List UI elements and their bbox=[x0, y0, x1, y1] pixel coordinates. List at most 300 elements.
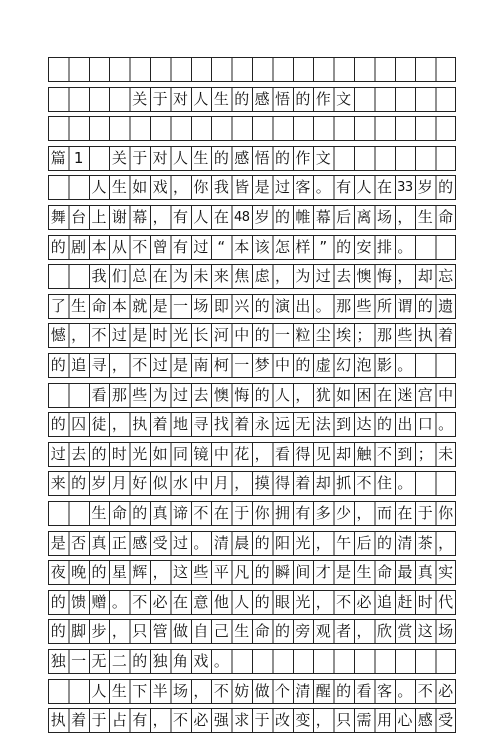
grid-row bbox=[48, 383, 456, 408]
grid-cell bbox=[68, 117, 88, 140]
grid-cell: 似 bbox=[152, 474, 168, 492]
grid-cell: 时 bbox=[111, 445, 127, 463]
grid-cell bbox=[374, 650, 394, 673]
grid-cell: 茶 bbox=[417, 534, 433, 552]
grid-cell: 。 bbox=[315, 178, 331, 196]
grid-cell: 文 bbox=[315, 149, 331, 167]
grid-cell bbox=[109, 117, 129, 140]
grid-cell bbox=[232, 117, 252, 140]
grid-cell: 不 bbox=[417, 682, 433, 700]
grid-cell: 你 bbox=[438, 504, 454, 522]
grid-cell: ， bbox=[111, 622, 127, 640]
grid-cell: 着 bbox=[71, 711, 87, 729]
grid-cell: 舞 bbox=[50, 208, 66, 226]
grid-cell: 过 bbox=[173, 386, 189, 404]
grid-cell: 脚 bbox=[71, 622, 87, 640]
grid-cell: 不 bbox=[132, 356, 148, 374]
grid-cell: ， bbox=[254, 445, 270, 463]
grid-cell: 犹 bbox=[315, 386, 331, 404]
grid-cell: 步 bbox=[91, 622, 107, 640]
grid-cell: 占 bbox=[111, 711, 127, 729]
grid-cell bbox=[395, 117, 415, 140]
grid-cell: 在 bbox=[173, 593, 189, 611]
grid-cell: 遗 bbox=[438, 297, 454, 315]
grid-cell: 中 bbox=[274, 356, 290, 374]
grid-cell: 做 bbox=[173, 622, 189, 640]
grid-cell: 赠 bbox=[91, 593, 107, 611]
grid-cell: 醒 bbox=[315, 682, 331, 700]
grid-cell: 半 bbox=[152, 682, 168, 700]
grid-cell: 才 bbox=[315, 563, 331, 581]
grid-cell: 客 bbox=[295, 178, 311, 196]
grid-cell: 如 bbox=[152, 445, 168, 463]
grid-cell bbox=[354, 147, 374, 170]
grid-cell: 的 bbox=[132, 652, 148, 670]
grid-cell: 关 bbox=[111, 149, 127, 167]
grid-cell: ， bbox=[234, 474, 250, 492]
grid-cell: 人 bbox=[173, 149, 189, 167]
grid-cell bbox=[48, 265, 68, 288]
grid-row bbox=[48, 708, 456, 733]
grid-cell: 场 bbox=[438, 622, 454, 640]
grid-cell bbox=[89, 58, 109, 81]
grid-row bbox=[48, 116, 456, 141]
grid-cell: 了 bbox=[50, 297, 66, 315]
grid-cell: 剧 bbox=[71, 238, 87, 256]
grid-cell: 赶 bbox=[397, 593, 413, 611]
grid-cell: 河 bbox=[213, 326, 229, 344]
grid-cell: ， bbox=[71, 326, 87, 344]
grid-cell: 一 bbox=[173, 297, 189, 315]
grid-cell bbox=[89, 147, 109, 170]
grid-cell: 摸 bbox=[254, 474, 270, 492]
grid-cell: 角 bbox=[173, 652, 189, 670]
grid-cell: ， bbox=[397, 208, 413, 226]
grid-cell: 口 bbox=[417, 415, 433, 433]
grid-cell: 场 bbox=[173, 682, 189, 700]
grid-cell: ， bbox=[397, 267, 413, 285]
grid-cell: 柯 bbox=[213, 356, 229, 374]
grid-cell: 晨 bbox=[234, 534, 250, 552]
grid-cell: 月 bbox=[213, 474, 229, 492]
grid-cell bbox=[293, 58, 313, 81]
grid-cell bbox=[48, 680, 68, 703]
grid-row-cells bbox=[48, 650, 456, 673]
grid-cell bbox=[415, 88, 435, 111]
grid-cell: 我 bbox=[91, 267, 107, 285]
grid-cell: 场 bbox=[193, 297, 209, 315]
grid-cell: 生 bbox=[193, 149, 209, 167]
grid-cell: 找 bbox=[213, 415, 229, 433]
grid-row bbox=[48, 679, 456, 704]
grid-cell: 命 bbox=[438, 208, 454, 226]
grid-cell: 过 bbox=[152, 356, 168, 374]
grid-cell: 否 bbox=[71, 534, 87, 552]
grid-cell bbox=[232, 58, 252, 81]
grid-cell: 受 bbox=[438, 711, 454, 729]
grid-cell: ， bbox=[152, 711, 168, 729]
grid-cell: 改 bbox=[274, 711, 290, 729]
grid-cell: 寻 bbox=[91, 356, 107, 374]
grid-cell: 泡 bbox=[356, 356, 372, 374]
grid-cell: 岁 bbox=[91, 474, 107, 492]
grid-row-cells bbox=[48, 502, 456, 525]
grid-cell: 本 bbox=[111, 297, 127, 315]
grid-cell bbox=[333, 58, 353, 81]
grid-cell: 有 bbox=[295, 504, 311, 522]
grid-cell: 的 bbox=[91, 563, 107, 581]
grid-row-cells bbox=[48, 384, 456, 407]
grid-cell bbox=[150, 117, 170, 140]
grid-cell: 长 bbox=[193, 326, 209, 344]
grid-cell: 光 bbox=[295, 534, 311, 552]
grid-cell: 自 bbox=[193, 622, 209, 640]
grid-cell bbox=[252, 58, 272, 81]
grid-cell: 清 bbox=[397, 534, 413, 552]
grid-cell: 样 bbox=[295, 238, 311, 256]
grid-row-cells bbox=[48, 147, 456, 170]
grid-cell: 些 bbox=[193, 563, 209, 581]
grid-cell: 兴 bbox=[234, 297, 250, 315]
grid-cell: 所 bbox=[376, 297, 392, 315]
grid-row bbox=[48, 442, 456, 467]
grid-cell bbox=[435, 472, 455, 495]
grid-cell: 。 bbox=[315, 297, 331, 315]
grid-cell: 人 bbox=[274, 386, 290, 404]
grid-cell: 生 bbox=[71, 297, 87, 315]
grid-cell bbox=[68, 176, 88, 199]
grid-row bbox=[48, 294, 456, 319]
grid-cell: 焦 bbox=[234, 267, 250, 285]
grid-cell: 见 bbox=[315, 445, 331, 463]
grid-cell: 过 bbox=[111, 326, 127, 344]
grid-cell bbox=[191, 117, 211, 140]
grid-cell: ， bbox=[152, 563, 168, 581]
grid-cell: 梦 bbox=[254, 356, 270, 374]
grid-cell: 幕 bbox=[132, 208, 148, 226]
grid-row bbox=[48, 501, 456, 526]
grid-cell: 生 bbox=[234, 622, 250, 640]
grid-cell: 着 bbox=[152, 415, 168, 433]
grid-cell: 不 bbox=[376, 445, 392, 463]
grid-cell: 对 bbox=[173, 90, 189, 108]
grid-cell: 感 bbox=[417, 711, 433, 729]
grid-cell bbox=[68, 502, 88, 525]
grid-cell: 的 bbox=[50, 415, 66, 433]
grid-row-cells bbox=[48, 591, 456, 614]
grid-cell: 过 bbox=[173, 534, 189, 552]
grid-cell: 凡 bbox=[234, 563, 250, 581]
grid-cell: 的 bbox=[254, 297, 270, 315]
grid-cell: 的 bbox=[438, 178, 454, 196]
grid-cell bbox=[68, 58, 88, 81]
grid-cell: 演 bbox=[274, 297, 290, 315]
grid-row bbox=[48, 175, 456, 200]
grid-cell: 如 bbox=[132, 178, 148, 196]
grid-cell: 寻 bbox=[193, 415, 209, 433]
grid-row bbox=[48, 590, 456, 615]
grid-cell: 来 bbox=[50, 474, 66, 492]
grid-cell: 的 bbox=[254, 534, 270, 552]
grid-cell: 必 bbox=[193, 711, 209, 729]
grid-cell: 困 bbox=[356, 386, 372, 404]
grid-cell: 晚 bbox=[71, 563, 87, 581]
grid-cell: 曾 bbox=[152, 238, 168, 256]
grid-cell: 镜 bbox=[193, 445, 209, 463]
grid-cell: 命 bbox=[376, 563, 392, 581]
grid-cell: 。 bbox=[111, 593, 127, 611]
grid-cell: 只 bbox=[336, 711, 352, 729]
grid-row bbox=[48, 57, 456, 82]
grid-cell: 这 bbox=[417, 622, 433, 640]
grid-cell: 命 bbox=[111, 504, 127, 522]
grid-cell: 必 bbox=[152, 593, 168, 611]
grid-cell: ， bbox=[295, 386, 311, 404]
grid-cell: 时 bbox=[152, 326, 168, 344]
grid-cell: 一 bbox=[274, 326, 290, 344]
grid-cell: 于 bbox=[91, 711, 107, 729]
grid-cell: ， bbox=[356, 622, 372, 640]
grid-cell: 你 bbox=[254, 504, 270, 522]
grid-cell: 徒 bbox=[91, 415, 107, 433]
grid-cell: 过 bbox=[193, 238, 209, 256]
grid-row-cells bbox=[48, 709, 456, 732]
grid-cell bbox=[374, 88, 394, 111]
grid-cell: ， bbox=[152, 208, 168, 226]
grid-cell bbox=[48, 502, 68, 525]
grid-cell bbox=[435, 117, 455, 140]
grid-row bbox=[48, 87, 456, 112]
grid-cell: 安 bbox=[356, 238, 372, 256]
grid-cell: 是 bbox=[336, 563, 352, 581]
grid-cell: 代 bbox=[438, 593, 454, 611]
grid-cell: 强 bbox=[213, 711, 229, 729]
grid-cell: 那 bbox=[336, 297, 352, 315]
grid-row-cells bbox=[48, 88, 456, 111]
grid-cell bbox=[252, 117, 272, 140]
grid-cell bbox=[313, 117, 333, 140]
grid-cell: 他 bbox=[213, 593, 229, 611]
grid-cell: 关 bbox=[132, 90, 148, 108]
grid-cell: 于 bbox=[417, 504, 433, 522]
grid-cell: “ bbox=[217, 238, 226, 256]
grid-cell: ， bbox=[356, 504, 372, 522]
grid-row-cells bbox=[48, 265, 456, 288]
grid-cell: 清 bbox=[213, 534, 229, 552]
grid-cell: 在 bbox=[376, 386, 392, 404]
grid-cell: 过 bbox=[315, 267, 331, 285]
grid-cell: 本 bbox=[91, 238, 107, 256]
grid-cell: 水 bbox=[173, 474, 189, 492]
grid-cell bbox=[313, 650, 333, 673]
grid-cell: ， bbox=[274, 267, 290, 285]
grid-cell bbox=[211, 58, 231, 81]
grid-cell: 悟 bbox=[274, 90, 290, 108]
grid-cell bbox=[435, 88, 455, 111]
grid-cell: 在 bbox=[376, 178, 392, 196]
grid-cell: 台 bbox=[71, 208, 87, 226]
grid-cell: 宫 bbox=[417, 386, 433, 404]
grid-cell: 悔 bbox=[234, 386, 250, 404]
grid-cell: 感 bbox=[234, 149, 250, 167]
grid-cell: 场 bbox=[376, 208, 392, 226]
grid-cell: 光 bbox=[295, 593, 311, 611]
grid-cell: ， bbox=[193, 682, 209, 700]
grid-cell: 对 bbox=[152, 149, 168, 167]
grid-cell: ， bbox=[315, 593, 331, 611]
grid-cell: 时 bbox=[417, 593, 433, 611]
grid-cell: 1 bbox=[73, 149, 84, 167]
grid-cell: 篇 bbox=[50, 149, 66, 167]
grid-cell: 本 bbox=[234, 238, 250, 256]
grid-cell: 同 bbox=[173, 445, 189, 463]
grid-cell bbox=[68, 265, 88, 288]
grid-cell: 下 bbox=[132, 682, 148, 700]
grid-row bbox=[48, 471, 456, 496]
grid-cell: 悔 bbox=[376, 267, 392, 285]
grid-cell: 的 bbox=[274, 208, 290, 226]
grid-cell: 懊 bbox=[356, 267, 372, 285]
grid-cell: 辉 bbox=[132, 563, 148, 581]
grid-cell: 生 bbox=[213, 90, 229, 108]
grid-cell bbox=[313, 58, 333, 81]
grid-cell: 。 bbox=[397, 682, 413, 700]
grid-cell: 文 bbox=[336, 90, 352, 108]
grid-cell: 。 bbox=[193, 534, 209, 552]
grid-row-cells bbox=[48, 206, 456, 229]
grid-row bbox=[48, 412, 456, 437]
grid-cell: ， bbox=[315, 534, 331, 552]
grid-cell: 中 bbox=[234, 326, 250, 344]
grid-cell: 欣 bbox=[376, 622, 392, 640]
grid-cell: 清 bbox=[295, 682, 311, 700]
grid-cell bbox=[395, 88, 415, 111]
grid-row bbox=[48, 146, 456, 171]
grid-cell: 住 bbox=[376, 474, 392, 492]
grid-cell: 不 bbox=[132, 593, 148, 611]
grid-cell: 懊 bbox=[213, 386, 229, 404]
grid-cell bbox=[333, 147, 353, 170]
grid-cell bbox=[354, 58, 374, 81]
grid-cell: 者 bbox=[336, 622, 352, 640]
grid-cell bbox=[150, 58, 170, 81]
grid-cell: 独 bbox=[152, 652, 168, 670]
grid-cell bbox=[68, 680, 88, 703]
grid-cell: 星 bbox=[111, 563, 127, 581]
grid-row-cells bbox=[48, 58, 456, 81]
grid-cell: 有 bbox=[173, 208, 189, 226]
grid-cell: 于 bbox=[234, 504, 250, 522]
grid-cell: 感 bbox=[132, 534, 148, 552]
grid-row bbox=[48, 353, 456, 378]
grid-cell: 有 bbox=[173, 238, 189, 256]
grid-cell: 的 bbox=[295, 90, 311, 108]
grid-cell: 。 bbox=[397, 356, 413, 374]
grid-cell: 的 bbox=[295, 356, 311, 374]
grid-cell: 地 bbox=[173, 415, 189, 433]
grid-cell bbox=[68, 88, 88, 111]
grid-cell: 即 bbox=[213, 297, 229, 315]
grid-cell bbox=[89, 88, 109, 111]
grid-cell: 执 bbox=[132, 415, 148, 433]
grid-cell: 未 bbox=[193, 267, 209, 285]
grid-cell: 真 bbox=[152, 504, 168, 522]
grid-row-cells bbox=[48, 561, 456, 584]
grid-cell bbox=[68, 384, 88, 407]
grid-cell: 作 bbox=[295, 149, 311, 167]
grid-cell: 感 bbox=[254, 90, 270, 108]
grid-row-cells bbox=[48, 176, 456, 199]
grid-cell: 去 bbox=[336, 267, 352, 285]
grid-cell: 于 bbox=[152, 90, 168, 108]
grid-cell bbox=[415, 147, 435, 170]
grid-cell: 过 bbox=[274, 178, 290, 196]
grid-cell bbox=[272, 650, 292, 673]
grid-cell: 客 bbox=[376, 682, 392, 700]
grid-cell: 追 bbox=[376, 593, 392, 611]
grid-cell: ； bbox=[356, 326, 372, 344]
grid-cell: 皆 bbox=[234, 178, 250, 196]
grid-cell: 的 bbox=[336, 238, 352, 256]
grid-cell: 抓 bbox=[336, 474, 352, 492]
grid-cell: 的 bbox=[132, 504, 148, 522]
grid-cell: 不 bbox=[356, 474, 372, 492]
grid-cell: 是 bbox=[254, 178, 270, 196]
grid-cell bbox=[48, 88, 68, 111]
grid-cell: 出 bbox=[397, 415, 413, 433]
grid-cell: 埃 bbox=[336, 326, 352, 344]
grid-row bbox=[48, 619, 456, 644]
grid-cell: 多 bbox=[315, 504, 331, 522]
grid-cell: 心 bbox=[397, 711, 413, 729]
grid-cell: 必 bbox=[356, 593, 372, 611]
grid-cell: 于 bbox=[132, 149, 148, 167]
grid-cell: 出 bbox=[295, 297, 311, 315]
grid-cell: 实 bbox=[438, 563, 454, 581]
grid-cell: 不 bbox=[336, 593, 352, 611]
grid-cell: 的 bbox=[50, 238, 66, 256]
grid-cell bbox=[170, 58, 190, 81]
grid-row-cells bbox=[48, 236, 456, 259]
grid-cell: 旁 bbox=[295, 622, 311, 640]
grid-cell: 执 bbox=[50, 711, 66, 729]
grid-cell: 的 bbox=[417, 297, 433, 315]
composition-grid-paper bbox=[48, 0, 456, 729]
grid-cell: 二 bbox=[111, 652, 127, 670]
grid-cell: 变 bbox=[295, 711, 311, 729]
grid-cell bbox=[48, 176, 68, 199]
grid-cell: 些 bbox=[397, 326, 413, 344]
grid-cell: 。 bbox=[397, 474, 413, 492]
grid-cell: 的 bbox=[234, 90, 250, 108]
grid-cell: 谢 bbox=[111, 208, 127, 226]
grid-cell bbox=[435, 236, 455, 259]
grid-cell: 的 bbox=[213, 149, 229, 167]
grid-cell: 却 bbox=[417, 267, 433, 285]
grid-cell: 离 bbox=[356, 208, 372, 226]
grid-cell: 的 bbox=[336, 682, 352, 700]
grid-row bbox=[48, 649, 456, 674]
grid-cell bbox=[415, 236, 435, 259]
grid-cell bbox=[374, 58, 394, 81]
grid-cell: 是 bbox=[152, 297, 168, 315]
grid-row bbox=[48, 531, 456, 556]
grid-cell: 平 bbox=[213, 563, 229, 581]
grid-cell: 是 bbox=[50, 534, 66, 552]
grid-row bbox=[48, 323, 456, 348]
grid-cell bbox=[374, 117, 394, 140]
grid-cell: 观 bbox=[315, 622, 331, 640]
